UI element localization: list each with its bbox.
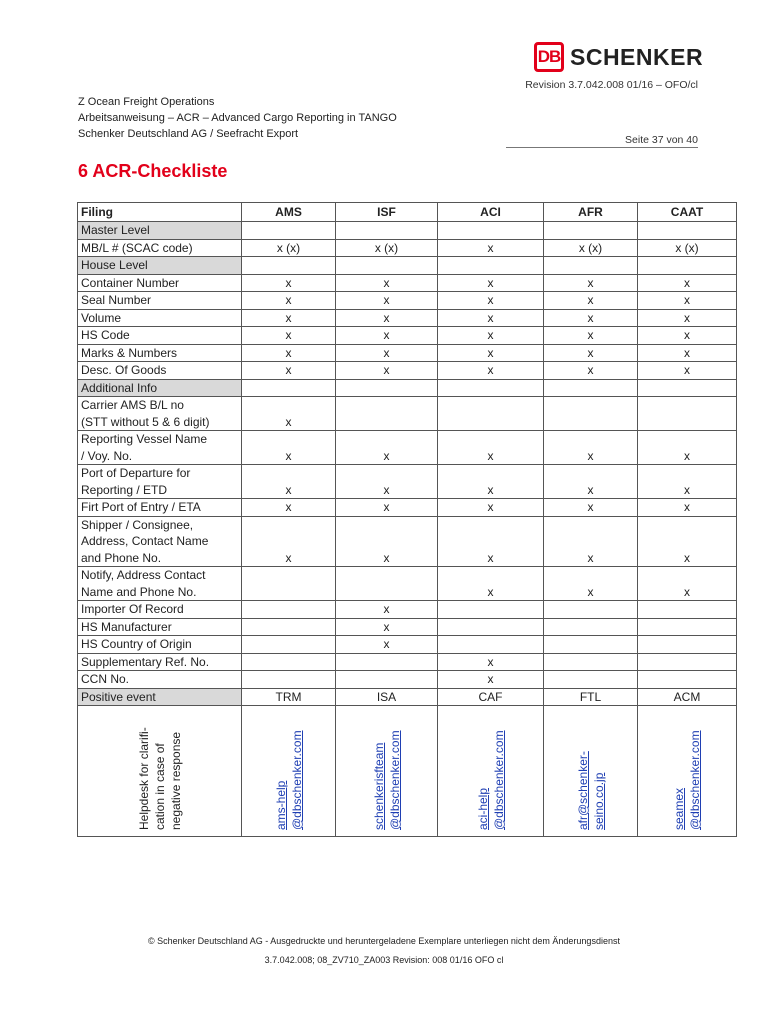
helpdesk-email-line: @dbschenker.com: [289, 730, 304, 830]
cell-value: x: [438, 292, 544, 310]
cell-value: x: [438, 239, 544, 257]
org-line: Z Ocean Freight Operations: [78, 96, 215, 108]
cell-value: [438, 379, 544, 397]
row-label: [78, 274, 242, 292]
cell-value: x: [638, 567, 737, 601]
cell-value: [242, 618, 336, 636]
row-label: [78, 309, 242, 327]
cell-value: [438, 257, 544, 275]
cell-value: [544, 222, 638, 240]
cell-value: x: [336, 465, 438, 499]
cell-value: x: [242, 516, 336, 567]
row-label: [78, 344, 242, 362]
cell-value: x: [336, 636, 438, 654]
footer-reference: 3.7.042.008; 08_ZV710_ZA003 Revision: 008 01/16 OFO cl: [264, 955, 504, 965]
row-label-line: HS Country of Origin: [81, 637, 192, 651]
helpdesk-email-link[interactable]: [273, 730, 305, 830]
helpdesk-email-line: @dbschenker.com: [688, 730, 702, 830]
cell-value: x: [438, 344, 544, 362]
cell-value: [638, 379, 737, 397]
cell-value: x: [638, 344, 737, 362]
cell-value: [336, 397, 438, 431]
row-label: [78, 653, 242, 671]
helpdesk-email-line: @dbschenker.com: [491, 730, 506, 830]
cell-value: x: [638, 292, 737, 310]
table-row: [78, 688, 737, 706]
cell-value: [638, 653, 737, 671]
cell-value: x: [336, 344, 438, 362]
table-row: [78, 309, 737, 327]
row-label: [78, 397, 242, 431]
row-label: [78, 362, 242, 380]
cell-value: x: [242, 431, 336, 465]
helpdesk-label-line: Helpdesk for clarifi-: [136, 727, 151, 830]
cell-value: [438, 397, 544, 431]
cell-value: x: [242, 397, 336, 431]
helpdesk-label-line: cation in case of: [152, 743, 167, 830]
cell-value: [336, 257, 438, 275]
table-row: [78, 465, 737, 499]
helpdesk-contact-cell: [336, 706, 438, 837]
row-label: [78, 465, 242, 499]
cell-value: [336, 653, 438, 671]
cell-value: x: [638, 362, 737, 380]
helpdesk-email-line: seamex: [672, 787, 686, 830]
cell-value: x: [336, 516, 438, 567]
page-number: Seite 37 von 40: [506, 134, 698, 148]
row-label: [78, 222, 242, 240]
cell-value: [638, 601, 737, 619]
table-row: [78, 671, 737, 689]
column-header: CAAT: [638, 203, 737, 222]
cell-value: x: [242, 362, 336, 380]
helpdesk-email-line: schenkerisfteam: [371, 742, 386, 830]
table-row: [78, 499, 737, 517]
cell-value: [544, 636, 638, 654]
cell-value: [544, 601, 638, 619]
row-label-line: Supplementary Ref. No.: [81, 654, 210, 669]
cell-value: x: [242, 274, 336, 292]
cell-value: [544, 257, 638, 275]
row-label-line: Positive event: [81, 689, 156, 704]
cell-value: x: [544, 309, 638, 327]
table-row: [78, 431, 737, 465]
cell-value: [544, 653, 638, 671]
column-header: AFR: [544, 203, 638, 222]
cell-value: [336, 671, 438, 689]
cell-value: x: [242, 465, 336, 499]
row-label-line: Name and Phone No.: [81, 584, 197, 599]
table-header-row: [78, 203, 737, 222]
helpdesk-contact-cell: [638, 706, 737, 837]
cell-value: x: [336, 601, 438, 619]
helpdesk-row: [78, 706, 737, 837]
table-row: [78, 601, 737, 619]
row-label-line: MB/L # (SCAC code): [81, 240, 193, 255]
row-label: [78, 431, 242, 465]
row-label-line: Additional Info: [81, 380, 158, 395]
cell-value: x (x): [544, 239, 638, 257]
column-header: ACI: [438, 203, 544, 222]
cell-value: x: [438, 327, 544, 345]
column-header: AMS: [242, 203, 336, 222]
helpdesk-email-link[interactable]: [475, 730, 507, 830]
row-label: [78, 688, 242, 706]
row-label: [78, 379, 242, 397]
cell-value: CAF: [438, 688, 544, 706]
table-row: [78, 239, 737, 257]
row-label: [78, 257, 242, 275]
footer-copyright: © Schenker Deutschland AG - Ausgedruckte und heruntergeladene Exemplare unterliegen nicht dem Änderungsdienst: [148, 936, 620, 946]
cell-value: x: [438, 653, 544, 671]
cell-value: x: [638, 431, 737, 465]
cell-value: x: [544, 344, 638, 362]
cell-value: x: [438, 431, 544, 465]
cell-value: x: [544, 431, 638, 465]
table-row: [78, 567, 737, 601]
row-label-line: Notify, Address Contact: [81, 568, 206, 582]
cell-value: x: [336, 618, 438, 636]
row-label-line: Address, Contact Name: [81, 534, 209, 548]
org-line: Schenker Deutschland AG / Seefracht Export: [78, 128, 299, 140]
row-label-line: Seal Number: [81, 293, 152, 307]
cell-value: [438, 601, 544, 619]
cell-value: x: [242, 499, 336, 517]
row-label-line: Reporting / ETD: [81, 482, 168, 497]
table-row: [78, 274, 737, 292]
table-row: [78, 257, 737, 275]
cell-value: [638, 257, 737, 275]
cell-value: x: [638, 516, 737, 567]
cell-value: [438, 618, 544, 636]
cell-value: [242, 379, 336, 397]
row-label-line: HS Manufacturer: [81, 619, 172, 634]
helpdesk-contact-cell: [438, 706, 544, 837]
acr-checklist-table: [77, 202, 737, 837]
cell-value: x: [336, 274, 438, 292]
helpdesk-email-line: ams-help: [273, 780, 288, 830]
db-schenker-logo: [534, 40, 703, 74]
row-label-line: House Level: [81, 258, 148, 272]
helpdesk-label-line: negative response: [168, 731, 183, 830]
row-label-line: Carrier AMS B/L no: [81, 398, 184, 412]
column-header: ISF: [336, 203, 438, 222]
db-logo-mark: DB: [534, 42, 564, 72]
row-label-line: CCN No.: [81, 672, 130, 686]
cell-value: x: [336, 292, 438, 310]
cell-value: x: [336, 327, 438, 345]
cell-value: x: [438, 499, 544, 517]
row-label-line: Desc. Of Goods: [81, 363, 167, 377]
cell-value: [242, 653, 336, 671]
cell-value: [638, 397, 737, 431]
helpdesk-contact-cell: [544, 706, 638, 837]
cell-value: [638, 618, 737, 636]
cell-value: x: [242, 292, 336, 310]
cell-value: [242, 257, 336, 275]
cell-value: TRM: [242, 688, 336, 706]
cell-value: x: [638, 499, 737, 517]
cell-value: x (x): [638, 239, 737, 257]
row-label-line: and Phone No.: [81, 550, 162, 565]
cell-value: [242, 671, 336, 689]
org-line: Arbeitsanweisung – ACR – Advanced Cargo Reporting in TANGO: [78, 112, 397, 124]
helpdesk-email-line: @dbschenker.com: [387, 730, 402, 830]
cell-value: x: [544, 327, 638, 345]
cell-value: x: [638, 327, 737, 345]
cell-value: x: [438, 567, 544, 601]
cell-value: x: [336, 309, 438, 327]
row-label: [78, 601, 242, 619]
cell-value: x: [242, 309, 336, 327]
cell-value: [638, 671, 737, 689]
cell-value: x: [544, 499, 638, 517]
cell-value: [336, 567, 438, 601]
cell-value: [544, 618, 638, 636]
table-row: [78, 344, 737, 362]
cell-value: x: [638, 309, 737, 327]
cell-value: x: [544, 516, 638, 567]
cell-value: x: [438, 671, 544, 689]
cell-value: x (x): [242, 239, 336, 257]
row-label-line: Container Number: [81, 275, 180, 290]
table-row: [78, 222, 737, 240]
row-label: [78, 292, 242, 310]
cell-value: ISA: [336, 688, 438, 706]
cell-value: x: [544, 274, 638, 292]
helpdesk-email-line: afr@schenker-: [575, 751, 590, 830]
row-label-line: Marks & Numbers: [81, 345, 178, 360]
cell-value: x: [544, 362, 638, 380]
helpdesk-contact-cell: [242, 706, 336, 837]
cell-value: x: [242, 344, 336, 362]
table-row: [78, 397, 737, 431]
cell-value: [544, 379, 638, 397]
cell-value: x: [544, 567, 638, 601]
helpdesk-email-link[interactable]: [575, 751, 607, 830]
helpdesk-email-line: aci-help: [475, 787, 490, 830]
row-label: [78, 567, 242, 601]
row-label-line: Volume: [81, 310, 122, 325]
cell-value: x: [638, 465, 737, 499]
table-row: [78, 362, 737, 380]
table-row: [78, 618, 737, 636]
cell-value: FTL: [544, 688, 638, 706]
row-label-line: / Voy. No.: [81, 448, 133, 463]
row-label-line: HS Code: [81, 328, 130, 342]
row-label-line: Reporting Vessel Name: [81, 432, 208, 446]
cell-value: x: [438, 274, 544, 292]
helpdesk-email-line: seino.co.jp: [591, 772, 606, 830]
table-row: [78, 327, 737, 345]
cell-value: x: [438, 309, 544, 327]
row-label-line: Shipper / Consignee,: [81, 517, 194, 532]
helpdesk-email-link[interactable]: [371, 730, 403, 830]
table-row: [78, 653, 737, 671]
row-label-line: Firt Port of Entry / ETA: [81, 500, 201, 514]
row-label: [78, 239, 242, 257]
helpdesk-label-cell: [78, 706, 242, 837]
row-label-line: Port of Departure for: [81, 466, 191, 480]
cell-value: [242, 601, 336, 619]
cell-value: [336, 379, 438, 397]
row-label: [78, 671, 242, 689]
cell-value: x (x): [336, 239, 438, 257]
cell-value: x: [336, 362, 438, 380]
cell-value: x: [336, 431, 438, 465]
cell-value: [336, 222, 438, 240]
column-header: Filing: [78, 203, 242, 222]
row-label: [78, 327, 242, 345]
row-label: [78, 516, 242, 567]
row-label-line: Master Level: [81, 223, 150, 237]
table-row: [78, 516, 737, 567]
helpdesk-label: [136, 727, 184, 830]
cell-value: [242, 567, 336, 601]
cell-value: ACM: [638, 688, 737, 706]
table-row: [78, 379, 737, 397]
row-label-line: (STT without 5 & 6 digit): [81, 414, 210, 429]
row-label: [78, 499, 242, 517]
row-label: [78, 636, 242, 654]
helpdesk-email-link[interactable]: [671, 730, 703, 830]
cell-value: [242, 636, 336, 654]
section-title: 6 ACR-Checkliste: [78, 161, 228, 181]
cell-value: [438, 636, 544, 654]
row-label: [78, 618, 242, 636]
table-row: [78, 292, 737, 310]
cell-value: x: [544, 465, 638, 499]
table-row: [78, 636, 737, 654]
row-label-line: Importer Of Record: [81, 602, 184, 616]
org-block: [78, 94, 397, 142]
cell-value: x: [544, 292, 638, 310]
cell-value: x: [242, 327, 336, 345]
cell-value: [242, 222, 336, 240]
cell-value: x: [638, 274, 737, 292]
cell-value: x: [438, 362, 544, 380]
cell-value: x: [336, 499, 438, 517]
cell-value: x: [438, 465, 544, 499]
revision-text: Revision 3.7.042.008 01/16 – OFO/cl: [525, 79, 698, 91]
cell-value: x: [438, 516, 544, 567]
cell-value: [638, 222, 737, 240]
cell-value: [638, 636, 737, 654]
cell-value: [544, 671, 638, 689]
schenker-wordmark: SCHENKER: [570, 43, 704, 70]
cell-value: [544, 397, 638, 431]
cell-value: [438, 222, 544, 240]
